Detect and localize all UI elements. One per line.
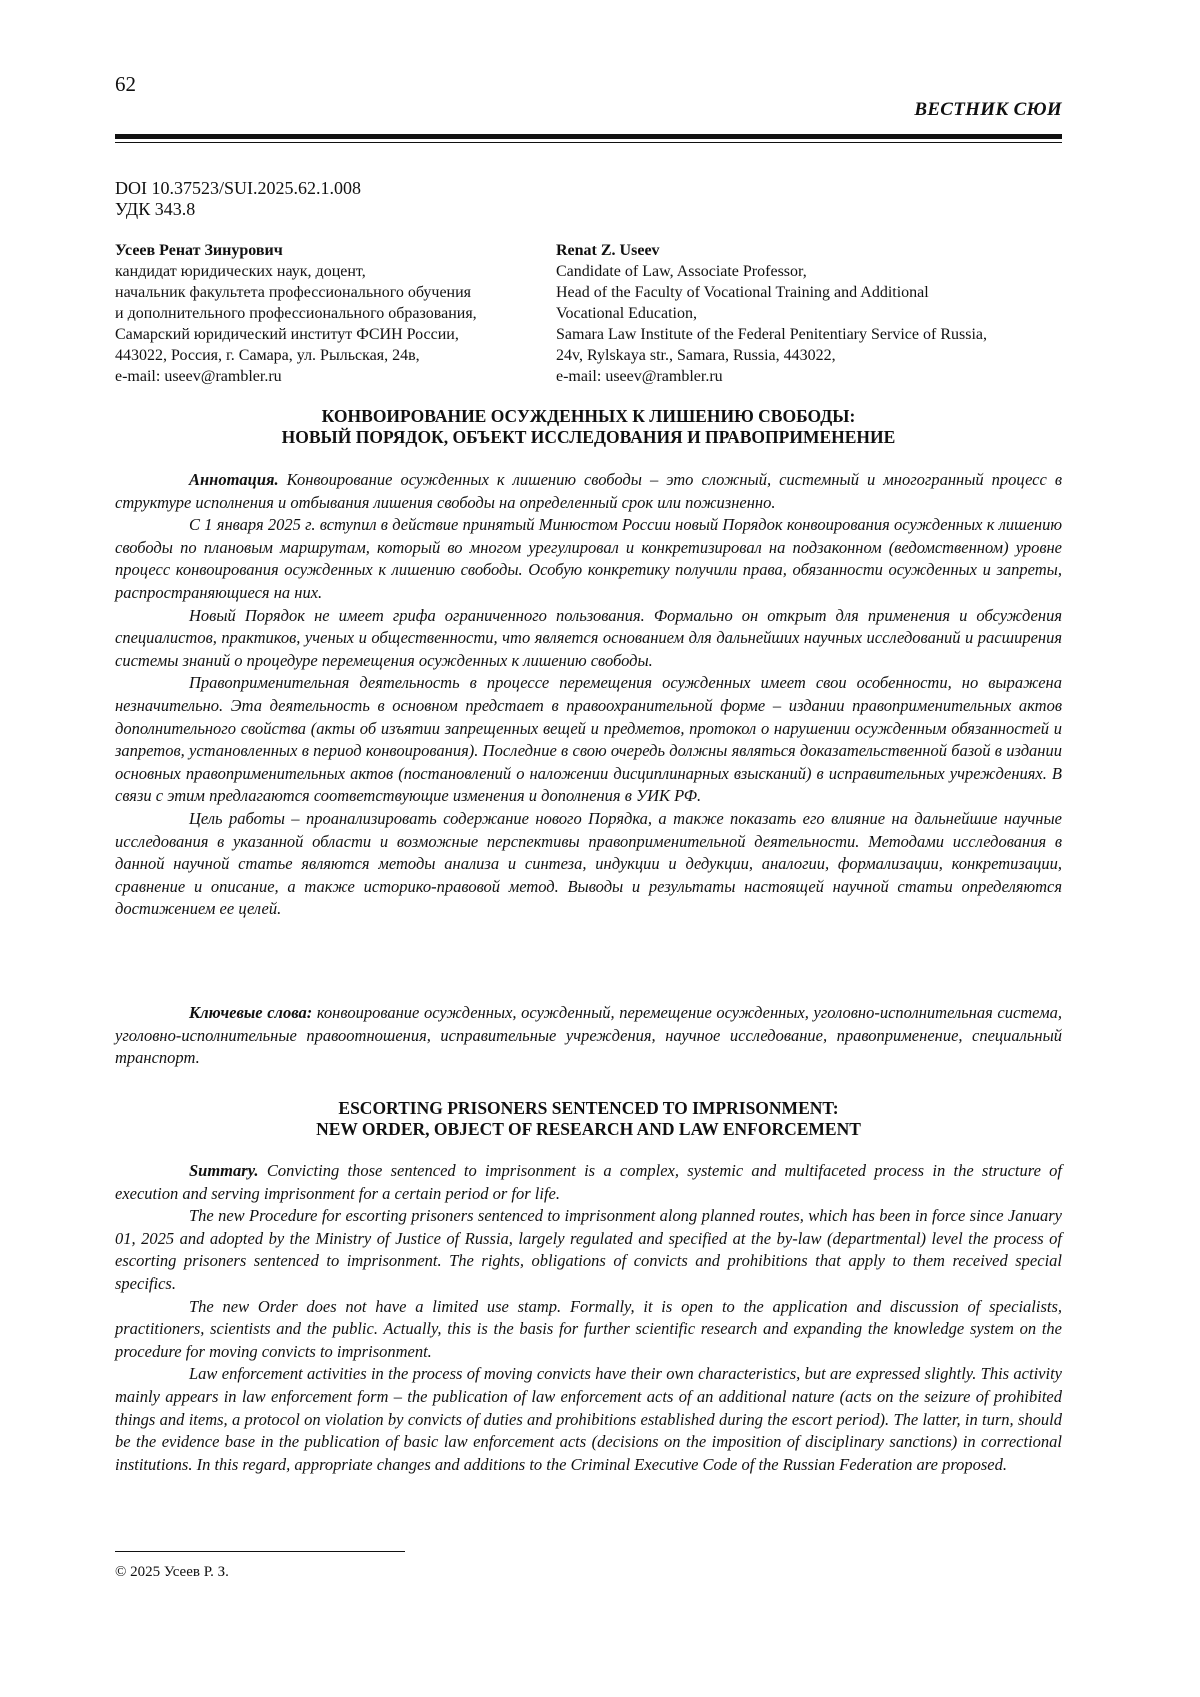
abstract-ru-paragraph <box>115 469 1062 514</box>
title-ru-line: КОНВОИРОВАНИЕ ОСУЖДЕННЫХ К ЛИШЕНИЮ СВОБОДЫ: <box>115 406 1062 427</box>
author-en-line: Head of the Faculty of Vocational Training and Additional <box>556 282 1062 303</box>
abstract-en-label: Summary. <box>189 1161 259 1180</box>
keywords-ru-label: Ключевые слова: <box>189 1003 312 1022</box>
author-name-ru: Усеев Ренат Зинурович <box>115 240 535 261</box>
author-ru-line: и дополнительного профессионального образования, <box>115 303 535 324</box>
article-title-en <box>115 1098 1062 1140</box>
keywords-ru <box>115 1002 1062 1070</box>
footnote-rule <box>115 1551 405 1552</box>
author-ru-line: кандидат юридических наук, доцент, <box>115 261 535 282</box>
doi[interactable]: DOI 10.37523/SUI.2025.62.1.008 <box>115 178 361 199</box>
abstract-en-paragraph <box>115 1160 1062 1205</box>
journal-title: ВЕСТНИК СЮИ <box>115 99 1062 121</box>
author-email-en[interactable]: e-mail: useev@rambler.ru <box>556 366 1062 387</box>
abstract-en <box>115 1160 1062 1476</box>
abstract-ru-paragraph: С 1 января 2025 г. вступил в действие принятый Минюстом России новый Порядок конвоирования осужденных к лишению свободы по плановым маршрутам, который во многом урегулировал и конкретизировал на подзаконном (ведомственном) уровне процесс конвоирования осужденных к лишению свободы. Особую конкретику получили права, обязанности осужденных и запреты, распространяющиеся на них. <box>115 514 1062 604</box>
abstract-en-text: Convicting those sentenced to imprisonment is a complex, systemic and multifaceted process in the structure of execution and serving imprisonment for a certain period or for life. <box>115 1161 1062 1203</box>
author-en-line: 24v, Rylskaya str., Samara, Russia, 443022, <box>556 345 1062 366</box>
copyright-notice: © 2025 Усеев Р. З. <box>115 1564 229 1581</box>
author-ru-line: Самарский юридический институт ФСИН России, <box>115 324 535 345</box>
author-info-en <box>556 240 1062 387</box>
author-en-line: Vocational Education, <box>556 303 1062 324</box>
udc-code: УДК 343.8 <box>115 199 361 220</box>
abstract-en-paragraph: Law enforcement activities in the process of moving convicts have their own characteristics, but are expressed slightly. This activity mainly appears in law enforcement form – the publication of law enforcement acts of an additional nature (acts on the seizure of prohibited things and items, a protocol on violation by convicts of duties and prohibitions established during the escort period). The latter, in turn, should be the evidence base in the publication of basic law enforcement acts (decisions on the imposition of disciplinary sanctions) in correctional institutions. In this regard, appropriate changes and additions to the Criminal Executive Code of the Russian Federation are proposed. <box>115 1363 1062 1476</box>
author-name-en: Renat Z. Useev <box>556 240 1062 261</box>
article-title-ru <box>115 406 1062 448</box>
title-en-line: ESCORTING PRISONERS SENTENCED TO IMPRISONMENT: <box>115 1098 1062 1119</box>
keywords-ru-text: конвоирование осужденных, осужденный, перемещение осужденных, уголовно-исполнительная система, уголовно-исполнительные правоотношения, исправительные учреждения, научное исследование, правоприменение, специальный транспорт. <box>115 1003 1062 1067</box>
abstract-en-paragraph: The new Order does not have a limited use stamp. Formally, it is open to the application and discussion of specialists, practitioners, scientists and the public. Actually, this is the basis for further scientific research and expanding the knowledge system on the procedure for moving convicts to imprisonment. <box>115 1296 1062 1364</box>
author-en-line: Candidate of Law, Associate Professor, <box>556 261 1062 282</box>
author-email-ru[interactable]: e-mail: useev@rambler.ru <box>115 366 535 387</box>
abstract-ru <box>115 469 1062 921</box>
abstract-ru-paragraph: Новый Порядок не имеет грифа ограниченного пользования. Формально он открыт для применения и обсуждения специалистов, практиков, ученых и общественности, что является основанием для дальнейших научных исследований и расширения системы знаний о процедуре перемещения осужденных к лишению свободы. <box>115 605 1062 673</box>
page-number: 62 <box>115 72 136 97</box>
abstract-ru-paragraph: Правоприменительная деятельность в процессе перемещения осужденных имеет свои особенности, но выражена незначительно. Эта деятельность в основном предстает в правоохранительной форме – издании правоприменительных актов дополнительного свойства (акты об изъятии запрещенных вещей и предметов, протокол о нарушении осужденным обязанностей и запретов, установленных в период конвоирования). Последние в свою очередь должны являться доказательственной базой в издании основных правоприменительных актов (постановлений о наложении дисциплинарных взысканий) в исправительных учреждениях. В связи с этим предлагаются соответствующие изменения и дополнения в УИК РФ. <box>115 672 1062 808</box>
abstract-ru-label: Аннотация. <box>189 470 279 489</box>
author-en-line: Samara Law Institute of the Federal Penitentiary Service of Russia, <box>556 324 1062 345</box>
article-identifiers <box>115 178 361 220</box>
abstract-en-paragraph: The new Procedure for escorting prisoners sentenced to imprisonment along planned routes, which has been in force since January 01, 2025 and adopted by the Ministry of Justice of Russia, largely regulated and specified at the by-law (departmental) level the process of escorting prisoners sentenced to imprisonment. The rights, obligations of convicts and prohibitions that apply to them received special specifics. <box>115 1205 1062 1295</box>
abstract-ru-text: Конвоирование осужденных к лишению свободы – это сложный, системный и многогранный процесс в структуре исполнения и отбывания лишения свободы на определенный срок или пожизненно. <box>115 470 1062 512</box>
abstract-ru-paragraph: Цель работы – проанализировать содержание нового Порядка, а также показать его влияние на дальнейшие научные исследования в указанной области и возможные перспективы правоприменительной деятельности. Методами исследования в данной научной статье являются методы анализа и синтеза, индукции и дедукции, аналогии, формализации, конкретизации, сравнение и описание, а также историко-правовой метод. Выводы и результаты настоящей научной статьи определяются достижением ее целей. <box>115 808 1062 921</box>
author-ru-line: начальник факультета профессионального обучения <box>115 282 535 303</box>
header-rule-thin <box>115 142 1062 143</box>
title-ru-line: НОВЫЙ ПОРЯДОК, ОБЪЕКТ ИССЛЕДОВАНИЯ И ПРАВОПРИМЕНЕНИЕ <box>115 427 1062 448</box>
journal-page <box>0 0 1200 1697</box>
header-rule-thick <box>115 134 1062 139</box>
author-info-ru <box>115 240 535 387</box>
author-ru-line: 443022, Россия, г. Самара, ул. Рыльская, 24в, <box>115 345 535 366</box>
title-en-line: NEW ORDER, OBJECT OF RESEARCH AND LAW ENFORCEMENT <box>115 1119 1062 1140</box>
